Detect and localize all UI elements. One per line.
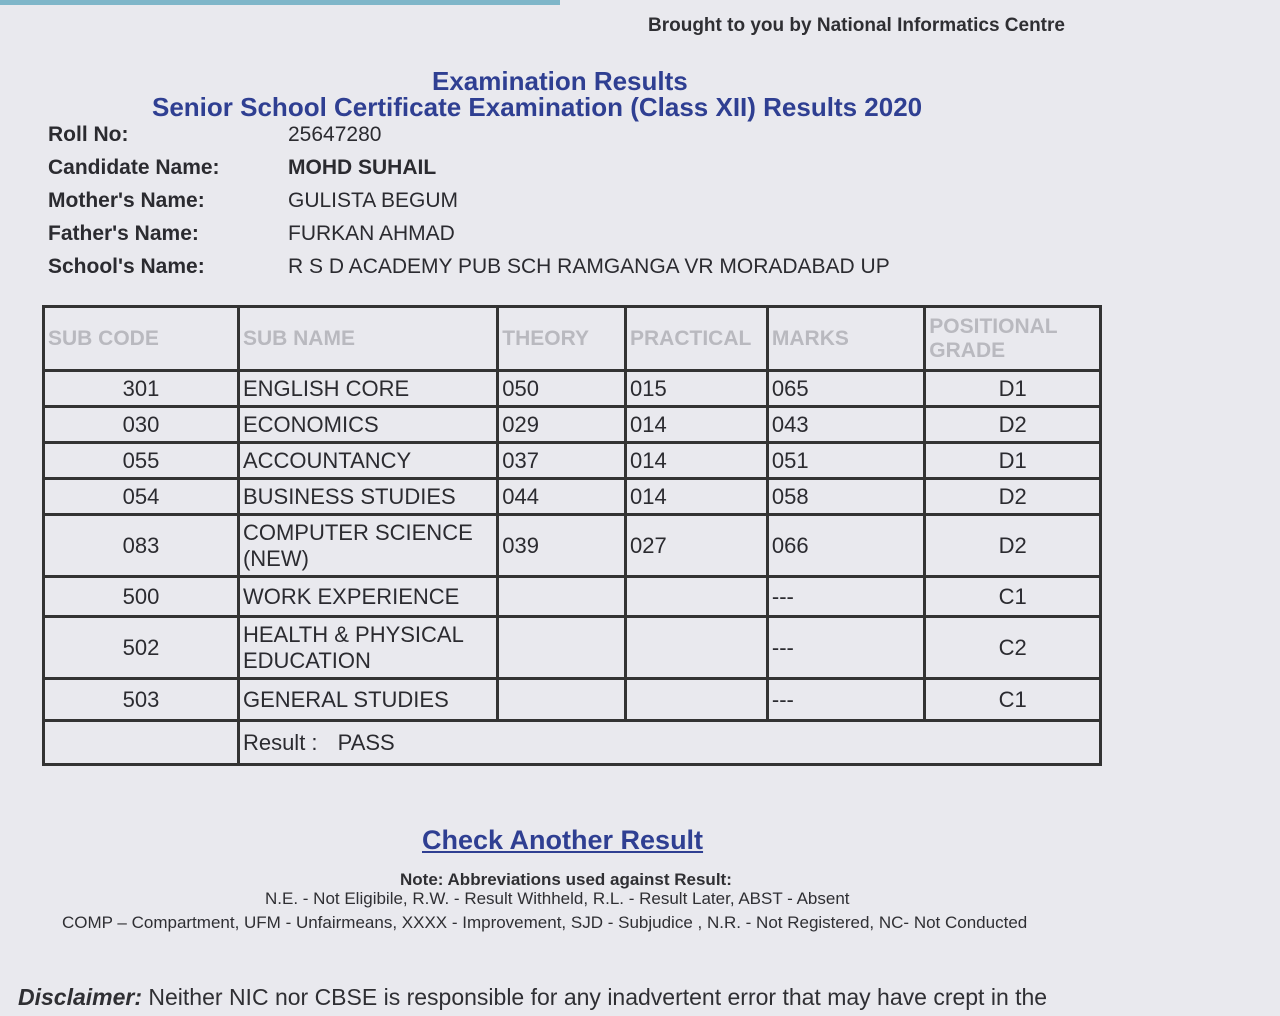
sub-code-cell: 503 [44, 679, 239, 721]
sub-name-cell: HEALTH & PHYSICAL EDUCATION [238, 617, 497, 679]
practical-cell: 014 [625, 479, 767, 515]
check-another-result-link[interactable]: Check Another Result [422, 825, 704, 855]
mother-name-value: GULISTA BEGUM [288, 188, 458, 212]
marks-cell: 058 [767, 479, 924, 515]
table-row [44, 407, 1101, 443]
table-row [44, 479, 1101, 515]
practical-cell [625, 577, 767, 617]
result-empty-cell [44, 721, 239, 765]
brought-by-text: Brought to you by National Informatics Centre [648, 15, 1065, 36]
sub-code-cell: 054 [44, 479, 239, 515]
grade-cell: C1 [925, 679, 1101, 721]
page-title: Examination Results [432, 66, 688, 96]
candidate-name-label: Candidate Name: [48, 155, 220, 179]
header-theory: THEORY [498, 307, 626, 371]
sub-name-cell: GENERAL STUDIES [238, 679, 497, 721]
results-table [42, 305, 1102, 766]
grade-cell: C2 [925, 617, 1101, 679]
disclaimer-text: Neither NIC nor CBSE is responsible for any inadvertent error that may have crept in the [148, 984, 1048, 1010]
grade-cell: D1 [925, 443, 1101, 479]
sub-code-cell: 030 [44, 407, 239, 443]
grade-cell: D2 [925, 479, 1101, 515]
table-row [44, 371, 1101, 407]
top-accent-strip [0, 0, 560, 5]
disclaimer [18, 984, 1047, 1011]
grade-cell: D2 [925, 515, 1101, 577]
sub-code-cell: 055 [44, 443, 239, 479]
school-name-value: R S D ACADEMY PUB SCH RAMGANGA VR MORADABAD UP [288, 254, 890, 278]
header-sub-code: SUB CODE [44, 307, 239, 371]
marks-cell: --- [767, 577, 924, 617]
candidate-info [48, 118, 1048, 283]
grade-cell: D1 [925, 371, 1101, 407]
table-row [44, 515, 1101, 577]
table-header-row [44, 307, 1101, 371]
father-name-value: FURKAN AHMAD [288, 221, 455, 245]
marks-cell: 043 [767, 407, 924, 443]
sub-name-cell: ECONOMICS [238, 407, 497, 443]
candidate-name-value: MOHD SUHAIL [288, 155, 437, 179]
candidate-name-row [48, 151, 1048, 184]
sub-code-cell: 083 [44, 515, 239, 577]
theory-cell: 044 [498, 479, 626, 515]
result-label: Result : [242, 729, 318, 755]
roll-label: Roll No: [48, 122, 129, 146]
practical-cell [625, 679, 767, 721]
header-practical: PRACTICAL [625, 307, 767, 371]
sub-name-cell: ACCOUNTANCY [238, 443, 497, 479]
header-marks: MARKS [767, 307, 924, 371]
grade-cell: D2 [925, 407, 1101, 443]
practical-cell: 027 [625, 515, 767, 577]
mother-name-label: Mother's Name: [48, 188, 205, 212]
theory-cell [498, 617, 626, 679]
marks-cell: 065 [767, 371, 924, 407]
theory-cell [498, 577, 626, 617]
page-subtitle: Senior School Certificate Examination (Class XII) Results 2020 [152, 92, 923, 122]
header-positional-grade: POSITIONAL GRADE [925, 307, 1101, 371]
school-name-label: School's Name: [48, 254, 205, 278]
sub-name-cell: ENGLISH CORE [238, 371, 497, 407]
theory-cell: 039 [498, 515, 626, 577]
practical-cell [625, 617, 767, 679]
table-row [44, 577, 1101, 617]
table-row [44, 617, 1101, 679]
table-row [44, 443, 1101, 479]
theory-cell: 037 [498, 443, 626, 479]
mother-name-row [48, 184, 1048, 217]
father-name-row [48, 217, 1048, 250]
practical-cell: 014 [625, 407, 767, 443]
marks-cell: --- [767, 679, 924, 721]
roll-value: 25647280 [288, 122, 382, 146]
marks-cell: --- [767, 617, 924, 679]
grade-cell: C1 [925, 577, 1101, 617]
note-abbreviations-line-2: COMP – Compartment, UFM - Unfairmeans, XXXX - Improvement, SJD - Subjudice , N.R. - Not Registered, NC- Not Conducted [62, 913, 1028, 932]
note-abbreviations-line-1: N.E. - Not Eligibile, R.W. - Result Withheld, R.L. - Result Later, ABST - Absent [265, 889, 850, 908]
result-cell [238, 721, 1100, 765]
disclaimer-label: Disclaimer: [18, 984, 143, 1010]
sub-code-cell: 502 [44, 617, 239, 679]
sub-name-cell: WORK EXPERIENCE [238, 577, 497, 617]
table-row [44, 679, 1101, 721]
sub-name-cell: BUSINESS STUDIES [238, 479, 497, 515]
theory-cell: 029 [498, 407, 626, 443]
school-name-row [48, 250, 1048, 283]
practical-cell: 015 [625, 371, 767, 407]
header-sub-name: SUB NAME [238, 307, 497, 371]
result-value: PASS [337, 729, 395, 755]
sub-code-cell: 500 [44, 577, 239, 617]
roll-row [48, 118, 1048, 151]
note-title: Note: Abbreviations used against Result: [400, 870, 732, 889]
sub-code-cell: 301 [44, 371, 239, 407]
marks-cell: 066 [767, 515, 924, 577]
father-name-label: Father's Name: [48, 221, 199, 245]
practical-cell: 014 [625, 443, 767, 479]
theory-cell [498, 679, 626, 721]
theory-cell: 050 [498, 371, 626, 407]
marks-cell: 051 [767, 443, 924, 479]
sub-name-cell: COMPUTER SCIENCE (NEW) [238, 515, 497, 577]
result-row [44, 721, 1101, 765]
